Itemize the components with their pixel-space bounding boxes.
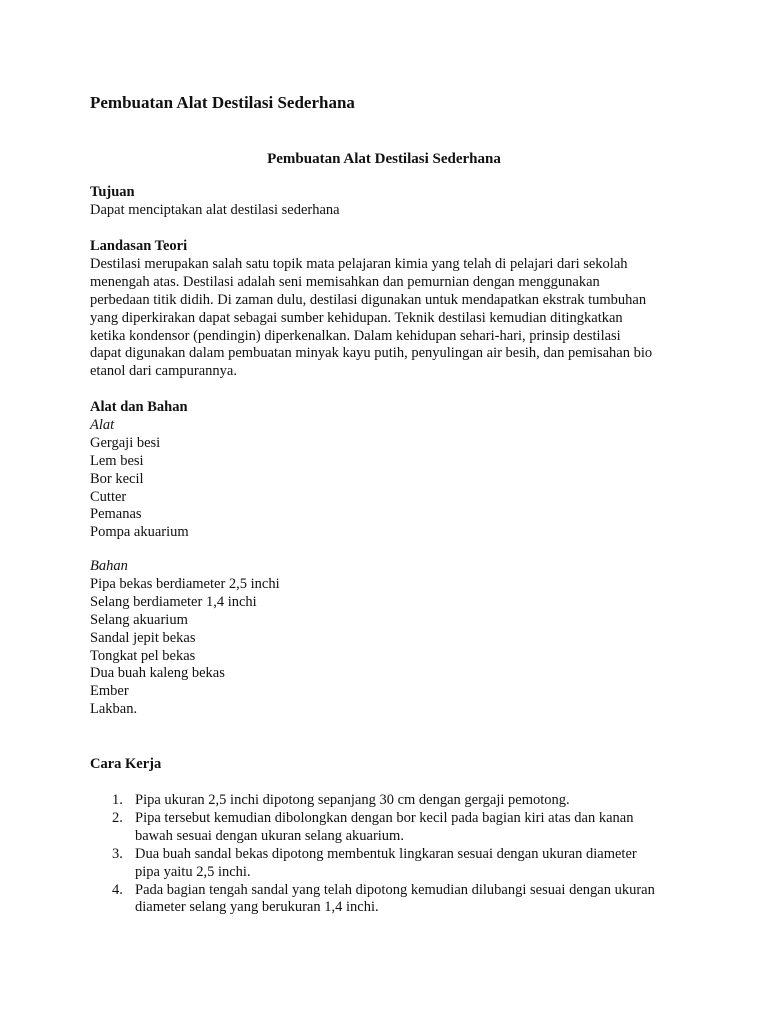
paragraph-line: ketika kondensor (pendingin) diperkenalkan. Dalam kehidupan sehari-hari, prinsip destilasi	[90, 327, 621, 344]
step-item	[90, 846, 690, 882]
alat-item: Lem besi	[90, 452, 144, 469]
step-text-line: Pipa ukuran 2,5 inchi dipotong sepanjang 30 cm dengan gergaji pemotong.	[135, 792, 570, 808]
step-text-line: bawah sesuai dengan ukuran selang akuarium.	[135, 827, 404, 844]
bahan-section	[90, 558, 690, 719]
bahan-subheading: Bahan	[90, 558, 128, 574]
alat-item: Cutter	[90, 488, 127, 505]
paragraph-line: perbedaan titik didih. Di zaman dulu, destilasi digunakan untuk mendapatkan ekstrak tumbuhan	[90, 291, 647, 308]
alat-item: Gergaji besi	[90, 434, 161, 451]
landasan-teori-heading: Landasan Teori	[90, 238, 188, 254]
step-item	[90, 810, 690, 846]
step-number: 1.	[112, 792, 123, 808]
step-text-line: Pada bagian tengah sandal yang telah dipotong kemudian dilubangi sesuai dengan ukuran	[135, 881, 655, 898]
alat-item: Bor kecil	[90, 470, 144, 487]
step-text-line: Pipa tersebut kemudian dibolongkan dengan bor kecil pada bagian kiri atas dan kanan	[135, 809, 634, 826]
paragraph-line: etanol dari campurannya.	[90, 363, 237, 380]
paragraph-line: yang diperkirakan dapat sebagai sumber kehidupan. Teknik destilasi kemudian ditingkatkan	[90, 309, 623, 326]
step-number: 3.	[112, 845, 123, 862]
step-item	[90, 792, 690, 810]
centered-title: Pembuatan Alat Destilasi Sederhana	[267, 151, 501, 167]
landasan-teori-section	[90, 238, 690, 381]
cara-kerja-section	[90, 756, 690, 774]
tujuan-section	[90, 184, 690, 220]
bahan-item: Tongkat pel bekas	[90, 647, 196, 664]
cara-kerja-steps	[90, 792, 690, 917]
cara-kerja-heading: Cara Kerja	[90, 756, 162, 772]
bahan-item: Pipa bekas berdiameter 2,5 inchi	[90, 575, 280, 592]
step-item	[90, 882, 690, 918]
alat-item: Pompa akuarium	[90, 524, 189, 541]
step-text-line: pipa yaitu 2,5 inchi.	[135, 863, 251, 880]
alat-subheading: Alat	[90, 416, 115, 433]
alat-bahan-heading: Alat dan Bahan	[90, 399, 188, 415]
alat-bahan-section	[90, 399, 690, 542]
step-text-line: diameter selang yang berukuran 1,4 inchi.	[135, 899, 379, 916]
paragraph-line: Destilasi merupakan salah satu topik mata pelajaran kimia yang telah di pelajari dari sekolah	[90, 255, 628, 272]
bahan-item: Dua buah kaleng bekas	[90, 665, 225, 682]
step-text-line: Dua buah sandal bekas dipotong membentuk lingkaran sesuai dengan ukuran diameter	[135, 845, 637, 862]
bahan-item: Sandal jepit bekas	[90, 629, 196, 646]
paragraph-line: menengah atas. Destilasi adalah seni memisahkan dan pemurnian dengan menggunakan	[90, 273, 600, 290]
alat-item: Pemanas	[90, 506, 142, 523]
bahan-item: Selang berdiameter 1,4 inchi	[90, 593, 257, 610]
paragraph-line: dapat digunakan dalam pembuatan minyak kayu putih, penyulingan air besih, dan pemisahan bio	[90, 345, 653, 362]
bahan-item: Ember	[90, 683, 129, 700]
bahan-item: Selang akuarium	[90, 611, 188, 628]
tujuan-text: Dapat menciptakan alat destilasi sederhana	[90, 201, 340, 218]
landasan-teori-paragraph	[90, 256, 685, 381]
step-number: 2.	[112, 809, 123, 826]
tujuan-heading: Tujuan	[90, 184, 135, 200]
step-number: 4.	[112, 881, 123, 898]
bahan-item: Lakban.	[90, 701, 138, 718]
document-title: Pembuatan Alat Destilasi Sederhana	[90, 93, 355, 112]
